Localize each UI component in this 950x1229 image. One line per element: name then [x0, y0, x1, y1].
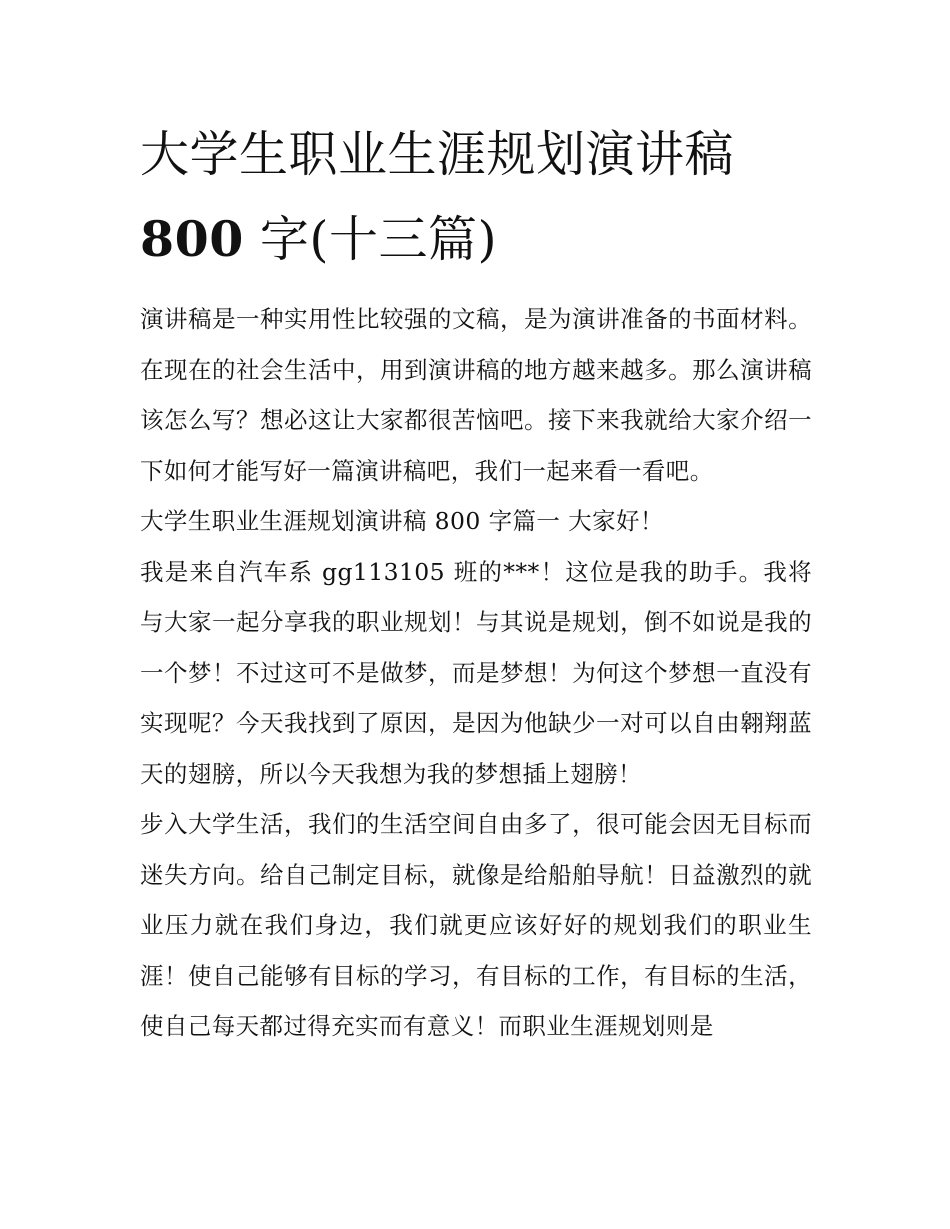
title-number: 800 [140, 210, 244, 268]
body-paragraph: 步入大学生活，我们的生活空间自由多了，很可能会因无目标而迷失方向。给自己制定目标，就像是给船舶导航！日益激烈的就业压力就在我们身边，我们就更应该好好的规划我们的职业生涯！使自己能够有目标的学习，有目标的工作，有目标的生活，使自己每天都过得充实而有意义！而职业生涯规划则是 [140, 810, 812, 1040]
document-page [140, 112, 812, 1052]
title-line-1: 大学生职业生涯规划演讲稿 [140, 126, 735, 183]
title-line-2-rest: 字(十三篇) [243, 211, 498, 268]
body-paragraph: 我是来自汽车系 gg113105 班的***！这位是我的助手。我将与大家一起分享我的职业规划！与其说是规划，倒不如说是我的一个梦！不过这可不是做梦，而是梦想！为何这个梦想一直没有实现呢？今天我找到了原因，是因为他缺少一对可以自由翱翔蓝天的翅膀，所以今天我想为我的梦想插上翅膀！ [140, 557, 812, 788]
document-title [140, 112, 812, 282]
intro-paragraph: 演讲稿是一种实用性比较强的文稿，是为演讲准备的书面材料。在现在的社会生活中，用到演讲稿的地方越来越多。那么演讲稿该怎么写？想必这让大家都很苦恼吧。接下来我就给大家介绍一下如何才能写好一篇演讲稿吧，我们一起来看一看吧。 [140, 305, 812, 485]
section-heading-paragraph: 大学生职业生涯规划演讲稿 800 字篇一 大家好！ [140, 507, 664, 535]
